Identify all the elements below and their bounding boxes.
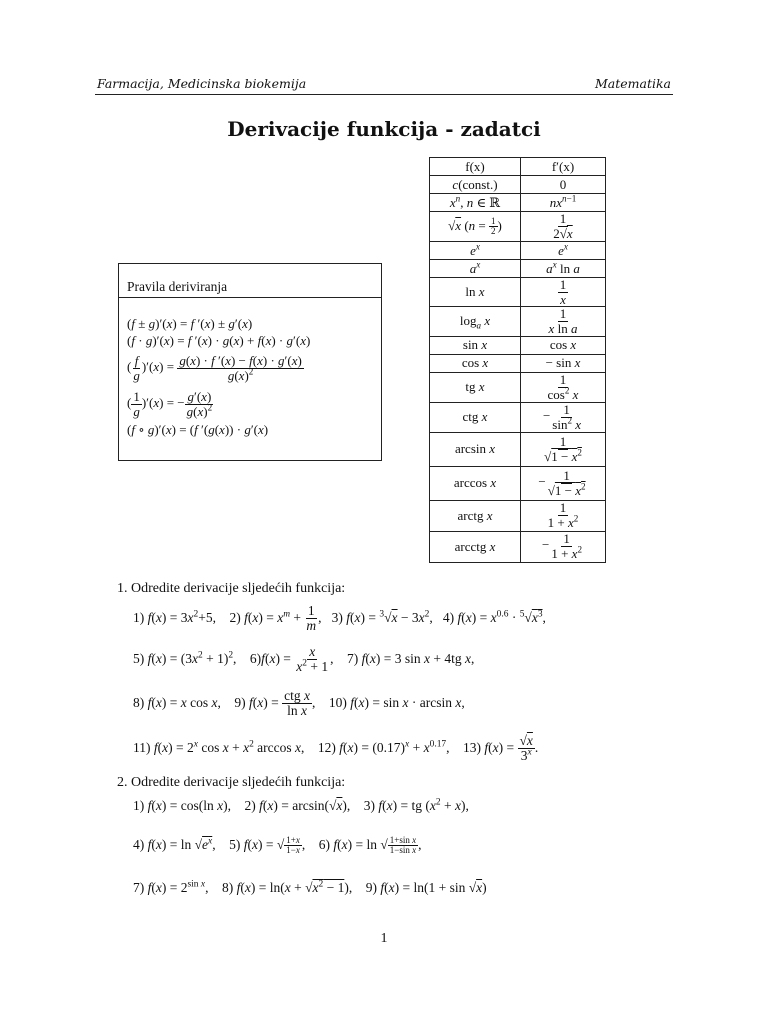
table-cell: $e^x$ [521,242,606,260]
task-row-5: 1) f(x) = cos(ln x), 2) f(x) = arcsin(√x), 3) f(x) = tg $(x^2 + x)$, [133,797,469,813]
table-cell: $\frac{1}{√1 - x^2}$ [521,432,606,466]
task-row-7: 7) $f(x) = 2^{sin x}$, 8) $f(x) = \ln(x + √x^2 - 1)$, 9) f(x) = ln(1 + sin √x) [133,879,487,895]
header-rule [95,94,673,95]
table-cell: − $\frac{1}{√1 - x^2}$ [521,466,606,500]
table-header-fx: f(x) [430,158,521,176]
rule-product: (f · g)′(x) = f ′(x) · g(x) + f(x) · g′(x) [127,333,311,348]
rules-box [118,297,382,461]
table-cell: ctg x [430,402,521,432]
table-cell: $\frac{1}{\cos^2 x}$ [521,372,606,402]
table-cell: − $\frac{1}{\sin^2 x}$ [521,402,606,432]
page-title: Derivacije funkcija - zadatci [227,117,541,141]
table-cell: $x^n$, n ∈ ℝ [430,194,521,212]
task-row-3: 8) f(x) = x cos x, 9) f(x) = $\frac{\text{ctg x}}{\text{ln x}}$ , 10) f(x) = sin x · arcsin x, [133,688,465,719]
table-cell: cos x [521,336,606,354]
table-cell: 0 [521,176,606,194]
table-cell: sin x [430,336,521,354]
table-cell: √x (n = $\frac{1}{2}$ ) [430,212,521,242]
section-1-title: 1. Odredite derivacije sljedećih funkcija: [117,581,346,596]
task-row-4: 11) $f(x) = 2^x$ $\cos x + x^2$ arccos x, 12) $f(x) = (0.17)^x + x^{0.17}$, 13) f(x) = $\frac{√x}{3^x}$ . [133,733,539,764]
table-cell: tg x [430,372,521,402]
table-cell: ln x [430,278,521,307]
section-2-title: 2. Odredite derivacije sljedećih funkcija: [117,775,346,790]
table-cell: $e^x$ [430,242,521,260]
table-cell: $\frac{1}{2√x}$ [521,212,606,242]
table-cell: $a^x$ ln a [521,260,606,278]
table-cell: arcsin x [430,432,521,466]
rule-quotient: ( $\frac{f}{g}$ )′(x) = $\frac{g(x) \cdot f '(x) - f(x) \cdot g'(x)}{g(x)^2}$ [127,352,302,383]
task-row-6: 4) $f(x) = \ln √e^x$, 5) f(x) = √ $\frac{1+x}{1-x}$ , 6) f(x) = ln √ $\frac{\text{1+sin x}}{\text{1−sin x}}$ , [133,835,422,856]
table-cell: c(const.) [430,176,521,194]
header-left: Farmacija, Medicinska biokemija [97,76,307,91]
table-cell: $nx^{n-1}$ [521,194,606,212]
header-right: Matematika [594,76,671,91]
table-cell: arcctg x [430,531,521,562]
table-cell: arctg x [430,500,521,531]
page-number: 1 [380,931,388,946]
derivative-table [429,157,606,563]
table-cell: $\frac{1}{1 + x^2}$ [521,500,606,531]
table-header-fpx: f′(x) [521,158,606,176]
table-cell: cos x [430,354,521,372]
task-row-2: 5) $f(x) = (3x^2 + 1)^2$, 6)f(x) = $\frac{x}{x^2 + 1}$ , 7) f(x) = 3 sin x + 4tg x, [133,644,475,675]
rule-sum: (f ± g)′(x) = f ′(x) ± g′(x) [127,316,253,331]
table-cell: $\frac{1}{\text{x ln a}}$ [521,307,606,336]
table-cell: $a^x$ [430,260,521,278]
table-cell: $\frac{1}{x}$ [521,278,606,307]
rules-title: Pravila deriviranja [118,263,382,298]
table-cell: − sin x [521,354,606,372]
table-cell: $\log_a x$ [430,307,521,336]
rule-reciprocal: ( $\frac{1}{g}$ )′(x) = − $\frac{g'(x)}{g(x)^2}$ [127,388,213,419]
rule-chain: (f ∘ g)′(x) = (f ′(g(x)) · g′(x) [127,422,269,437]
task-row-1: 1) $f(x) = 3x^2+5$, 2) $f(x) = x^m$ + $\frac{1}{m}$ , 3) $f(x) = ^3√x - 3x^2$, 4) $f(x) = x^{0.6} \cdot ^5√x^3$, [133,603,546,634]
table-cell: − $\frac{1}{1 + x^2}$ [521,531,606,562]
table-cell: arccos x [430,466,521,500]
